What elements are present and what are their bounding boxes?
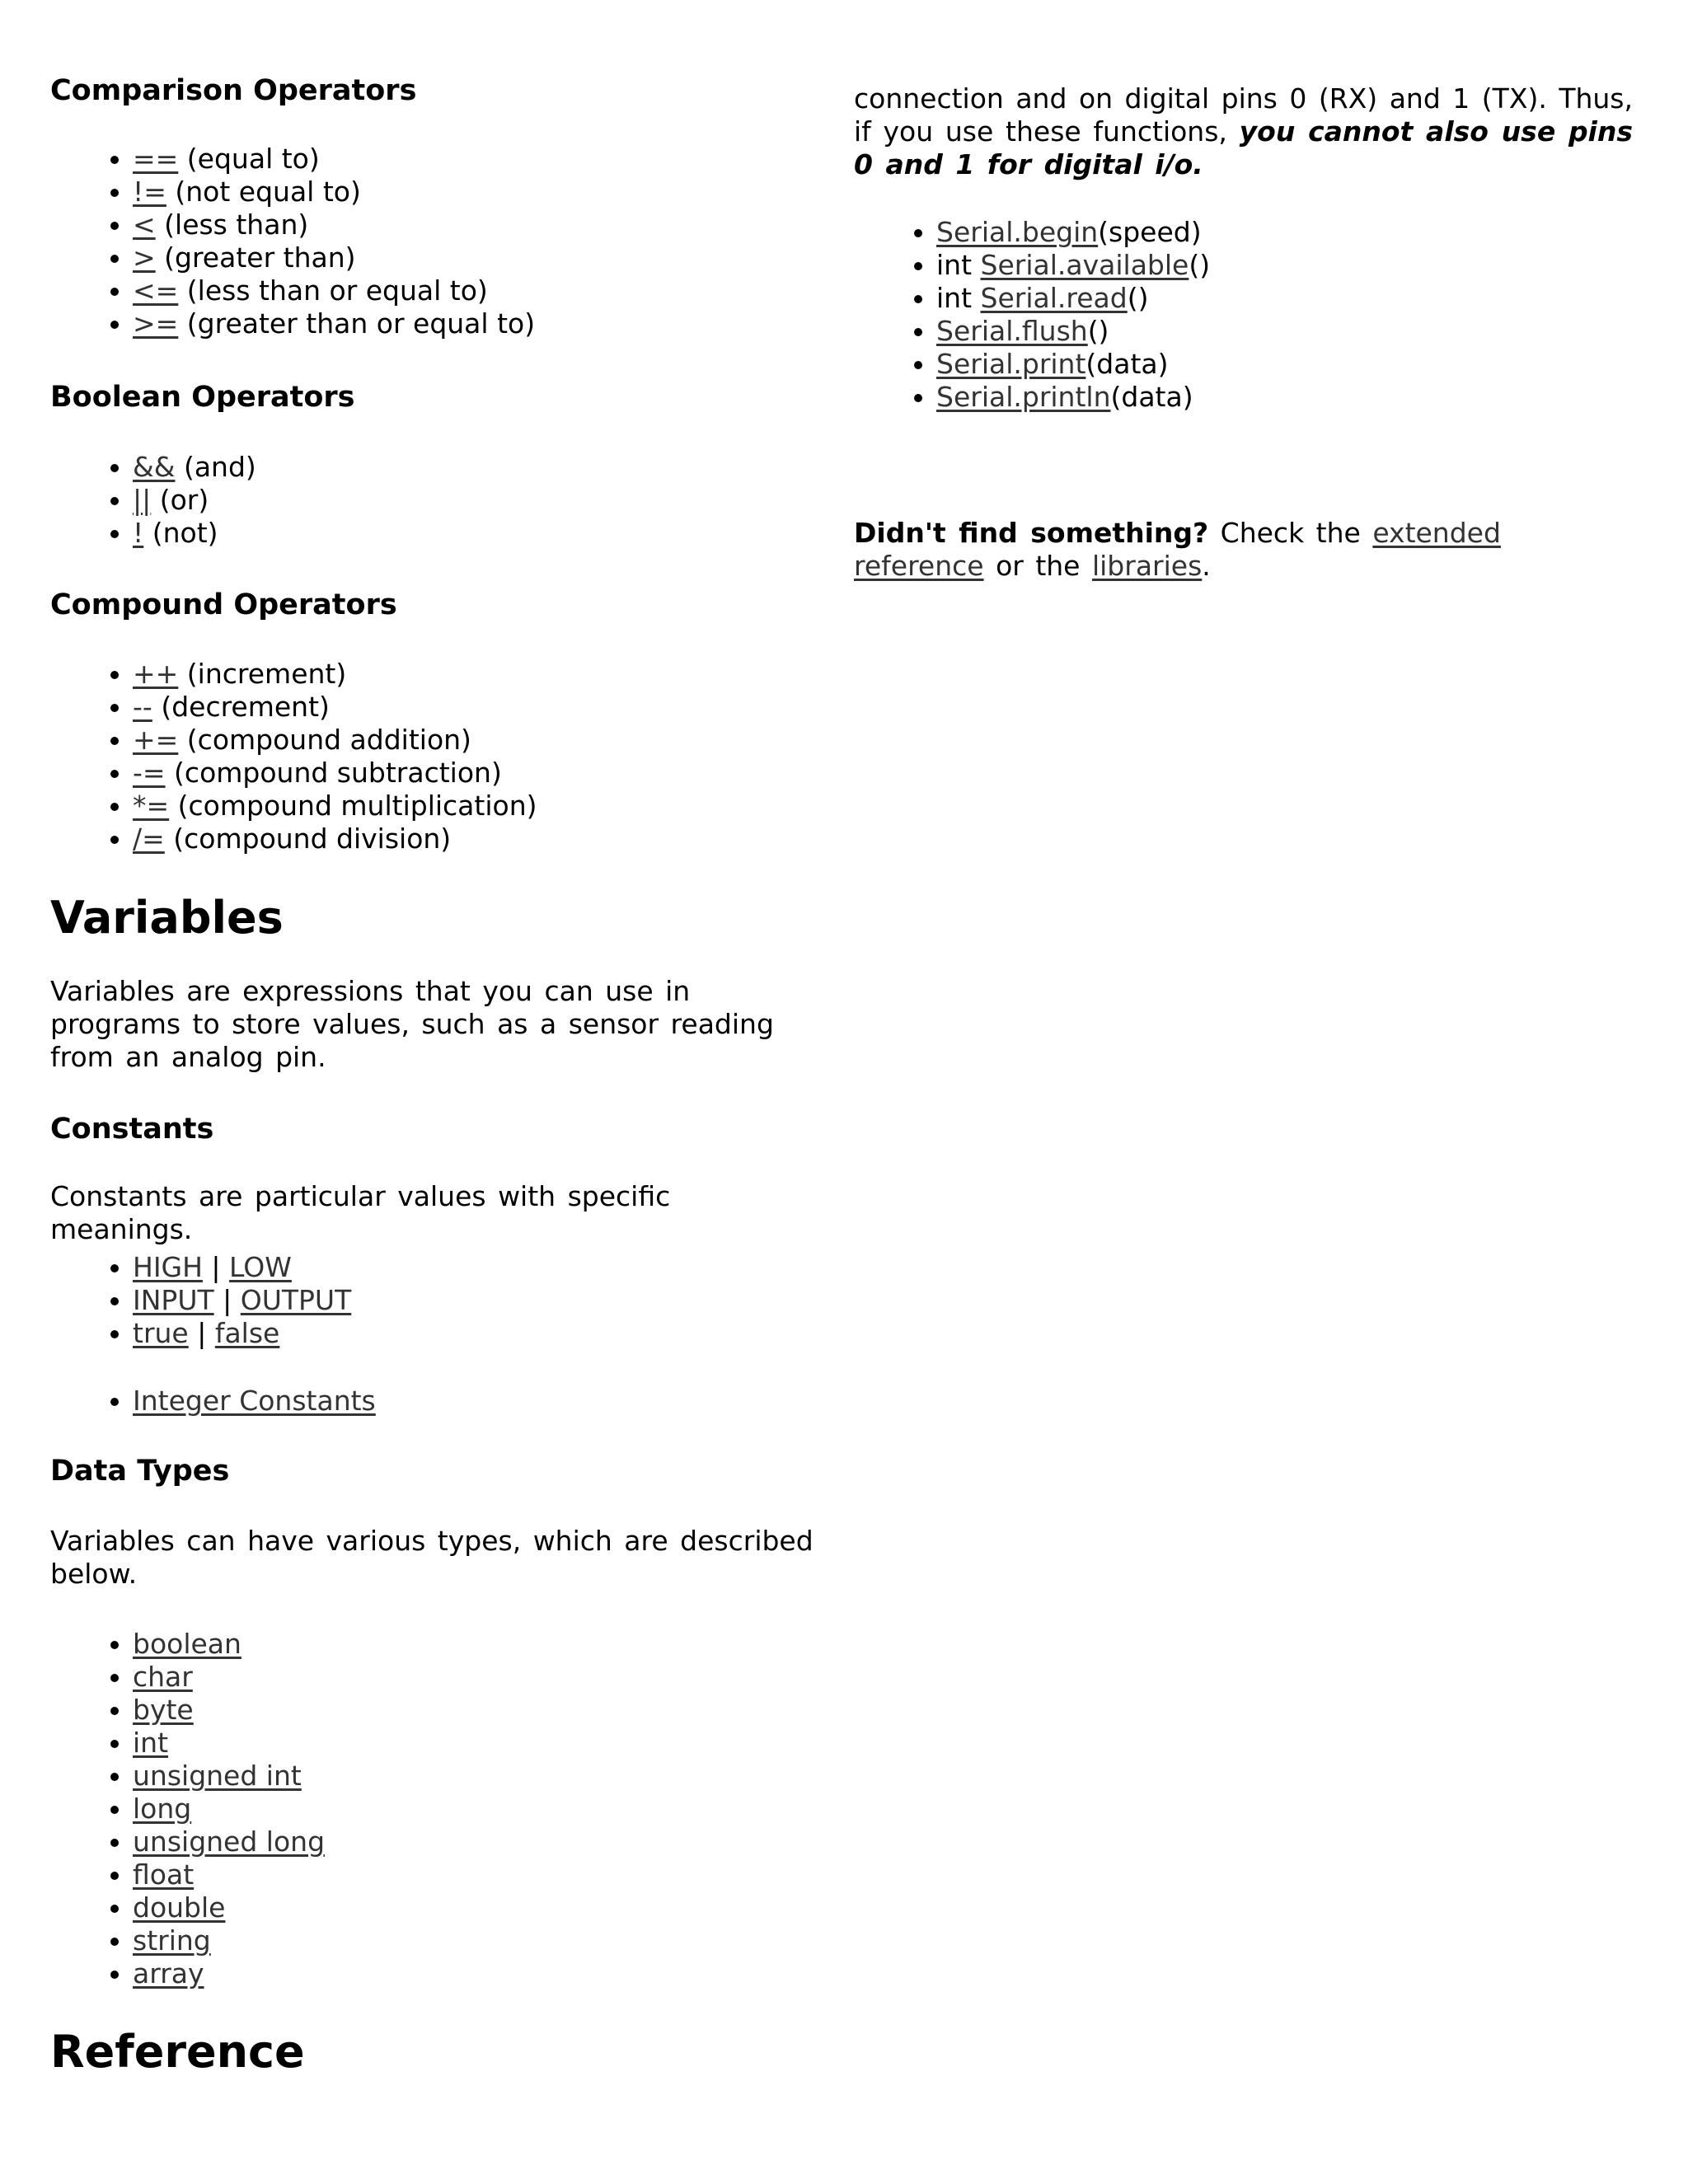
list-item: [133, 1628, 903, 1661]
list-item: • <= (less than or equal to): [133, 274, 903, 307]
constant-link[interactable]: OUTPUT: [240, 1284, 352, 1316]
data-types-heading: Data Types: [50, 1455, 230, 1488]
list-item: [133, 1924, 903, 1957]
list-item: • == (equal to): [133, 143, 903, 176]
constant-link[interactable]: false: [214, 1317, 280, 1349]
comparison-operators-heading: Comparison Operators: [50, 74, 417, 107]
integer-constants-link[interactable]: Integer Constants: [133, 1385, 376, 1417]
compound-operators-heading: Compound Operators: [50, 588, 397, 621]
list-item: • >= (greater than or equal to): [133, 307, 903, 340]
list-item: • true | false: [133, 1317, 903, 1350]
list-item: • += (compound addition): [133, 724, 903, 757]
serial-function-link[interactable]: Serial.read: [980, 282, 1128, 314]
serial-paragraph: connection and on digital pins 0 (RX) and 1 (TX). Thus, if you use these functions, you cannot also use pins 0 and 1 for digital i/o.: [854, 82, 1634, 180]
constants-intro: Constants are particular values with specific meanings.: [50, 1180, 671, 1245]
operator-link[interactable]: !: [133, 517, 144, 549]
list-item: • < (less than): [133, 209, 903, 241]
constant-link[interactable]: true: [133, 1317, 189, 1349]
extended-reference-link[interactable]: extended reference: [854, 517, 1501, 582]
list-item: [133, 1385, 903, 1418]
list-item: • /= (compound division): [133, 823, 903, 855]
list-item: • INPUT | OUTPUT: [133, 1284, 903, 1317]
operator-link[interactable]: ==: [133, 143, 179, 175]
data-type-link[interactable]: byte: [133, 1694, 194, 1726]
libraries-link[interactable]: libraries: [1091, 550, 1203, 582]
list-item: [133, 1825, 903, 1858]
constants-list: [50, 1251, 903, 1350]
serial-functions-list: [854, 216, 1688, 414]
operator-link[interactable]: *=: [133, 790, 170, 822]
data-type-link[interactable]: unsigned long: [133, 1825, 326, 1858]
list-item: • Serial.flush(): [936, 315, 1688, 348]
data-types-intro: Variables can have various types, which are described below.: [50, 1525, 814, 1590]
list-item: • int Serial.available(): [936, 249, 1688, 282]
list-item: [133, 1760, 903, 1793]
list-item: [133, 1858, 903, 1891]
data-type-link[interactable]: char: [133, 1661, 193, 1693]
list-item: • ++ (increment): [133, 658, 903, 691]
boolean-operators-list: [50, 451, 903, 550]
list-item: • int Serial.read(): [936, 282, 1688, 315]
constant-link[interactable]: INPUT: [133, 1284, 214, 1316]
list-item: • -- (decrement): [133, 691, 903, 724]
list-item: • != (not equal to): [133, 176, 903, 209]
footer-note: Didn't find something? Check the extended reference or the libraries.: [854, 517, 1501, 582]
data-type-link[interactable]: long: [133, 1793, 192, 1825]
operator-link[interactable]: /=: [133, 823, 165, 855]
comparison-operators-list: [50, 143, 903, 340]
list-item: • Serial.println(data): [936, 381, 1688, 414]
list-item: • *= (compound multiplication): [133, 790, 903, 823]
data-type-link[interactable]: array: [133, 1957, 204, 1990]
variables-intro: Variables are expressions that you can use in programs to store values, such as a sensor reading from an analog pin.: [50, 975, 774, 1073]
footer-question: Didn't find something?: [854, 517, 1209, 549]
list-item: [133, 1661, 903, 1694]
list-item: [133, 1727, 903, 1760]
list-item: • || (or): [133, 484, 903, 517]
variables-heading: Variables: [50, 892, 284, 944]
list-item: • -= (compound subtraction): [133, 757, 903, 790]
integer-constants-list: [50, 1385, 903, 1418]
serial-function-link[interactable]: Serial.print: [936, 348, 1086, 380]
list-item: • ! (not): [133, 517, 903, 550]
compound-operators-list: [50, 658, 903, 855]
serial-function-link[interactable]: Serial.available: [980, 249, 1189, 281]
constants-heading: Constants: [50, 1113, 214, 1146]
constant-link[interactable]: LOW: [229, 1251, 292, 1283]
constant-link[interactable]: HIGH: [133, 1251, 203, 1283]
operator-link[interactable]: <=: [133, 274, 179, 307]
operator-link[interactable]: &&: [133, 451, 176, 483]
serial-function-link[interactable]: Serial.begin: [936, 216, 1099, 248]
list-item: • > (greater than): [133, 241, 903, 274]
data-type-link[interactable]: double: [133, 1891, 226, 1924]
operator-link[interactable]: ++: [133, 658, 179, 690]
serial-warning: you cannot also use pins 0 and 1 for digital i/o.: [854, 115, 1634, 180]
operator-link[interactable]: >: [133, 241, 156, 274]
list-item: • && (and): [133, 451, 903, 484]
operator-link[interactable]: -=: [133, 757, 166, 789]
data-type-link[interactable]: string: [133, 1924, 211, 1957]
operator-link[interactable]: --: [133, 691, 152, 723]
data-type-link[interactable]: boolean: [133, 1628, 241, 1660]
list-item: [133, 1793, 903, 1825]
reference-heading: Reference: [50, 2026, 305, 2078]
data-type-link[interactable]: int: [133, 1727, 169, 1759]
operator-link[interactable]: <: [133, 209, 156, 241]
operator-link[interactable]: >=: [133, 307, 179, 340]
list-item: [133, 1891, 903, 1924]
operator-link[interactable]: +=: [133, 724, 179, 756]
serial-function-link[interactable]: Serial.println: [936, 381, 1111, 413]
list-item: • HIGH | LOW: [133, 1251, 903, 1284]
list-item: • Serial.print(data): [936, 348, 1688, 381]
boolean-operators-heading: Boolean Operators: [50, 381, 355, 414]
data-type-link[interactable]: unsigned int: [133, 1760, 302, 1792]
serial-function-link[interactable]: Serial.flush: [936, 315, 1088, 347]
operator-link[interactable]: ||: [133, 484, 152, 516]
list-item: [133, 1957, 903, 1990]
list-item: • Serial.begin(speed): [936, 216, 1688, 249]
data-types-list: [50, 1628, 903, 1990]
operator-link[interactable]: !=: [133, 176, 166, 208]
list-item: [133, 1694, 903, 1727]
data-type-link[interactable]: float: [133, 1858, 195, 1891]
